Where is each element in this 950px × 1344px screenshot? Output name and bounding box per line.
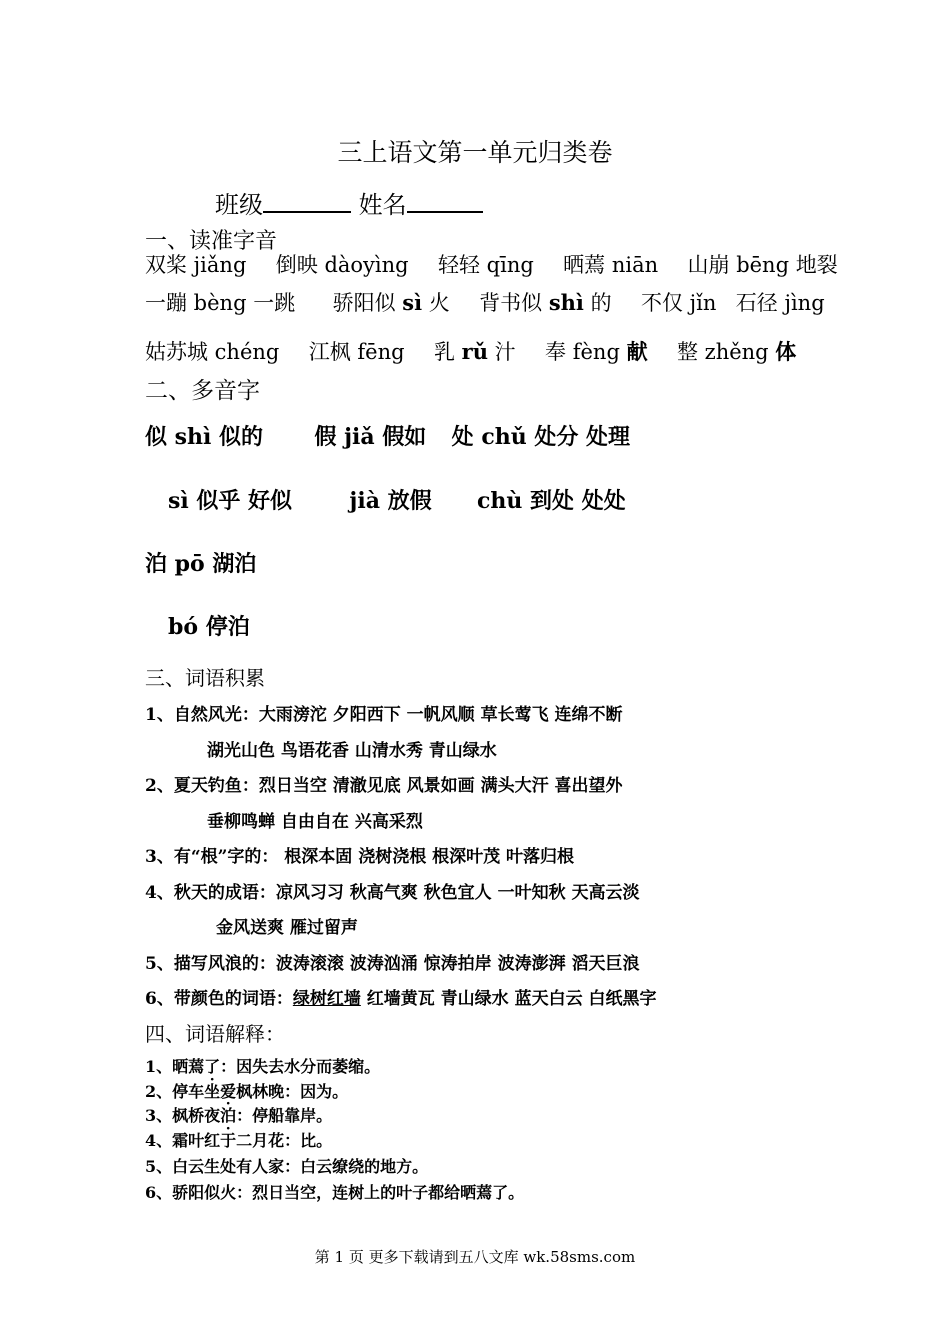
pronunciation-row-1 [145,249,838,279]
pron-item [434,340,516,364]
class-label: 班级 [215,191,263,219]
definition-6: 6、骄阳似火：烈日当空，连树上的叶子都给晒蔫了。 [145,1183,525,1202]
definition-4 [145,1128,332,1151]
pronunciation-row-2 [145,287,825,317]
polyphone-item: jià 放假 [349,488,432,514]
vocab-text: 红墙黄瓦 青山绿水 蓝天白云 白纸黑字 [360,989,657,1009]
polyphone-item: sì 似乎 好似 [168,488,293,514]
student-info [215,185,483,220]
section-1-heading: 一、读准字音 [145,229,278,254]
section-2-heading: 二、多音字 [145,378,260,404]
def-text: 4、霜叶红 [145,1131,221,1150]
pron-item: 姑苏城 chéng [145,340,280,364]
section-4-heading: 四、词语解释： [145,1022,285,1046]
pron-text: 的 [583,291,612,315]
polyphone-row-4: bó 停泊 [168,614,250,640]
pron-item: 双桨 jiǎng [145,253,247,277]
pron-item: 山崩 bēng 地裂 [687,253,838,277]
def-text: 3、枫桥夜 [145,1106,221,1125]
def-text: 2、停车 [145,1082,205,1101]
pron-text: 汁 [487,340,516,364]
vocab-item-3: 3、有“根”字的： 根深本固 浇树浇根 根深叶茂 叶落归根 [145,847,575,867]
polyphone-item: 处 chǔ 处分 处理 [451,424,631,450]
pron-text: 整 zhěng [676,340,776,364]
emphasized-char: 坐 [204,1082,221,1101]
section-3-heading: 三、词语积累 [145,666,265,690]
pron-item [677,340,796,364]
polyphone-item: chù 到处 处处 [476,488,626,514]
definition-2 [145,1079,348,1102]
pronunciation-row-3 [145,336,796,366]
pron-bold: 献 [626,339,648,364]
pron-bold: sì [402,290,423,315]
polyphone-row-1 [145,420,630,451]
pron-bold: rǔ [461,339,488,364]
pron-text: 乳 [433,340,462,364]
pron-item: 不仅 jǐn [640,291,717,315]
vocab-item-4: 4、秋天的成语：凉风习习 秋高气爽 秋色宜人 一叶知秋 天高云淡 [145,883,640,903]
pron-item [479,291,611,315]
pron-text: 背书似 [479,291,549,315]
polyphone-row-2 [168,484,626,515]
page-footer: 第 1 页 更多下载请到五八文库 wk.58sms.com [314,1248,636,1266]
pron-item: 轻轻 qīng [437,253,534,277]
definition-3 [145,1103,332,1126]
vocab-item-1-cont: 湖光山色 鸟语花香 山清水秀 青山绿水 [207,741,497,761]
pron-item: 一蹦 bèng 一跳 [145,291,296,315]
name-blank[interactable] [407,189,483,213]
pron-item [333,291,450,315]
vocab-item-1: 1、自然风光：大雨滂沱 夕阳西下 一帆风顺 草长莺飞 连绵不断 [145,705,623,725]
pron-item: 江枫 fēng [308,340,405,364]
def-text: 二月花：比。 [236,1131,333,1150]
pron-bold: 体 [775,339,797,364]
polyphone-item: 假 jiǎ 假如 [314,424,427,450]
polyphone-item: 似 shì 似的 [145,424,264,450]
definition-1: 1、晒蔫了：因失去水分而萎缩。 [145,1057,381,1076]
pron-text: 火 [422,291,450,315]
emphasized-char: 于 [220,1131,237,1150]
document-title: 三上语文第一单元归类卷 [337,138,613,167]
vocab-text: 6、带颜色的词语： [145,989,293,1009]
def-text: ：停船靠岸。 [236,1106,333,1125]
class-blank[interactable] [263,189,351,213]
definition-5: 5、白云生处有人家：白云缭绕的地方。 [145,1157,429,1176]
vocab-item-6 [145,984,657,1009]
pron-item: 倒映 dàoyìng [275,253,409,277]
name-label: 姓名 [358,191,407,219]
def-text: 爱枫林晚：因为。 [220,1082,349,1101]
pron-text: 奉 fèng [545,340,627,364]
emphasized-char: 泊 [220,1106,237,1125]
pron-item: 晒蔫 niān [563,253,659,277]
vocab-item-2-cont: 垂柳鸣蝉 自由自在 兴高采烈 [207,812,423,832]
pron-item [545,340,648,364]
pron-item: 石径 jìng [735,291,825,315]
pron-text: 骄阳似 [332,291,403,315]
vocab-underlined: 绿树红墙 [292,989,361,1009]
vocab-item-2: 2、夏天钓鱼：烈日当空 清澈见底 风景如画 满头大汗 喜出望外 [145,776,623,796]
vocab-item-4-cont: 金风送爽 雁过留声 [216,918,358,938]
pron-bold: shì [548,290,584,315]
polyphone-row-3: 泊 pō 湖泊 [145,551,257,577]
vocab-item-5: 5、描写风浪的：波涛滚滚 波涛汹涌 惊涛拍岸 波涛澎湃 滔天巨浪 [145,954,640,974]
